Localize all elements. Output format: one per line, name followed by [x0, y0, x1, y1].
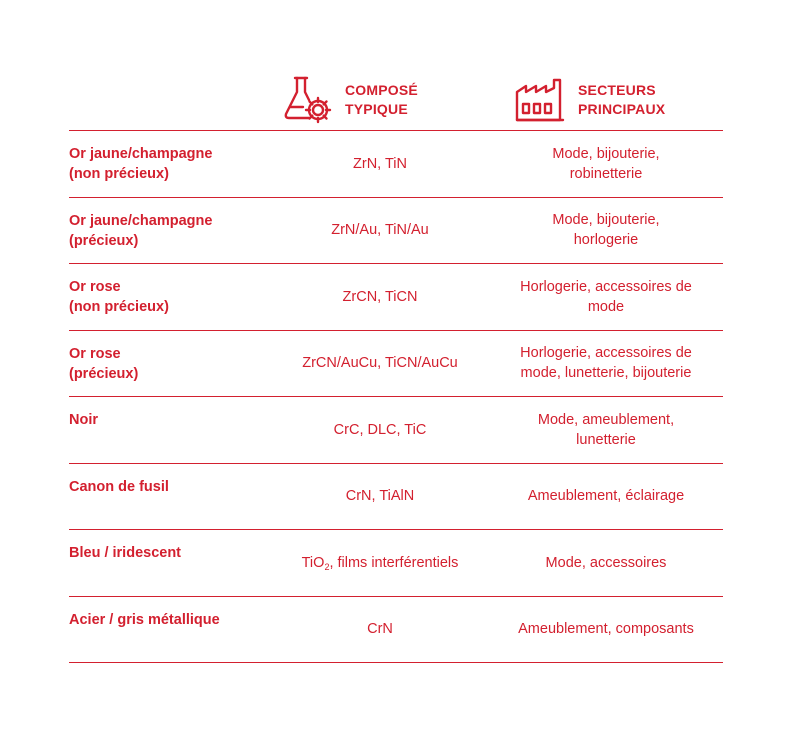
row-secteurs — [499, 264, 713, 330]
row-secteurs — [499, 397, 713, 463]
row-compose-value: CrC, DLC, TiC — [333, 421, 427, 438]
table-row — [69, 264, 723, 331]
row-compose — [280, 597, 480, 663]
header-compose-typique — [281, 70, 418, 130]
table-row — [69, 397, 723, 464]
row-secteurs-line2: mode — [587, 298, 625, 315]
row-compose-value: ZrN/Au, TiN/Au — [331, 222, 429, 239]
row-compose — [280, 464, 480, 530]
row-secteurs-line1: Ameublement, composants — [518, 621, 694, 638]
row-secteurs-line1: Mode, bijouterie, — [552, 145, 660, 162]
header-compose-label — [345, 81, 418, 119]
row-secteurs-line2: horlogerie — [573, 232, 639, 249]
row-color-name — [69, 597, 269, 663]
table-header — [0, 70, 800, 130]
row-color-name — [69, 198, 269, 264]
table-row — [69, 131, 723, 198]
row-name-line2: (non précieux) — [69, 299, 169, 315]
row-compose — [280, 331, 480, 397]
row-compose — [280, 397, 480, 463]
row-color-name — [69, 397, 269, 463]
row-secteurs-line1: Horlogerie, accessoires de — [520, 345, 692, 362]
row-color-name — [69, 331, 269, 397]
compose-formula-rest: , films interférentiels — [329, 554, 459, 571]
row-secteurs-line2: lunetterie — [576, 431, 636, 448]
row-secteurs-line2: mode, lunetterie, bijouterie — [520, 365, 692, 382]
row-secteurs — [499, 597, 713, 663]
row-compose-value: ZrCN/AuCu, TiCN/AuCu — [302, 355, 458, 372]
flask-gear-icon — [281, 74, 333, 126]
table-row — [69, 464, 723, 531]
color-table — [69, 130, 723, 663]
row-name-line2: (précieux) — [69, 365, 139, 382]
row-secteurs — [499, 464, 713, 530]
table-row — [69, 331, 723, 398]
table-row — [69, 198, 723, 265]
row-name-line1: Bleu / iridescent — [69, 545, 182, 561]
row-compose — [280, 264, 480, 330]
row-name-line1: Acier / gris métallique — [69, 611, 220, 628]
row-compose — [280, 131, 480, 197]
table-row — [69, 530, 723, 597]
row-compose-value: CrN, TiAlN — [345, 488, 415, 505]
row-name-line1: Or rose — [69, 345, 121, 362]
row-name-line1: Or jaune/champagne — [69, 212, 213, 229]
table-row — [69, 597, 723, 664]
row-secteurs — [499, 530, 713, 596]
row-compose-value: ZrN, TiN — [353, 155, 407, 172]
header-compose-line1: COMPOSÉ — [345, 82, 418, 98]
row-compose-value: ZrCN, TiCN — [342, 288, 418, 305]
row-name-line1: Canon de fusil — [69, 478, 169, 495]
row-name-line2: (non précieux) — [69, 166, 169, 182]
header-secteurs-label — [578, 81, 665, 119]
row-color-name — [69, 464, 269, 530]
row-secteurs — [499, 331, 713, 397]
row-compose-value: CrN — [367, 621, 393, 638]
header-compose-line2: TYPIQUE — [345, 101, 408, 117]
row-name-line1: Noir — [69, 412, 98, 428]
row-color-name — [69, 264, 269, 330]
row-compose — [280, 530, 480, 596]
row-secteurs-line1: Mode, accessoires — [545, 554, 667, 571]
row-compose-value — [302, 553, 459, 573]
factory-icon — [514, 74, 566, 126]
row-secteurs-line1: Ameublement, éclairage — [527, 488, 685, 505]
header-secteurs-line2: PRINCIPAUX — [578, 101, 666, 117]
row-secteurs-line1: Horlogerie, accessoires de — [520, 278, 692, 295]
row-secteurs-line1: Mode, ameublement, — [537, 411, 675, 428]
row-name-line1: Or jaune/champagne — [69, 146, 213, 162]
row-color-name — [69, 131, 269, 197]
row-name-line1: Or rose — [69, 279, 121, 295]
compose-formula: TiO — [301, 554, 325, 571]
row-secteurs-line1: Mode, bijouterie, — [552, 212, 660, 229]
header-secteurs-principaux — [514, 70, 665, 130]
row-secteurs-line2: robinetterie — [569, 165, 643, 182]
row-name-line2: (précieux) — [69, 232, 139, 249]
row-secteurs — [499, 198, 713, 264]
row-secteurs — [499, 131, 713, 197]
compose-subscript: 2 — [324, 561, 330, 572]
row-compose — [280, 198, 480, 264]
header-secteurs-line1: SECTEURS — [578, 82, 656, 98]
row-color-name — [69, 530, 269, 596]
